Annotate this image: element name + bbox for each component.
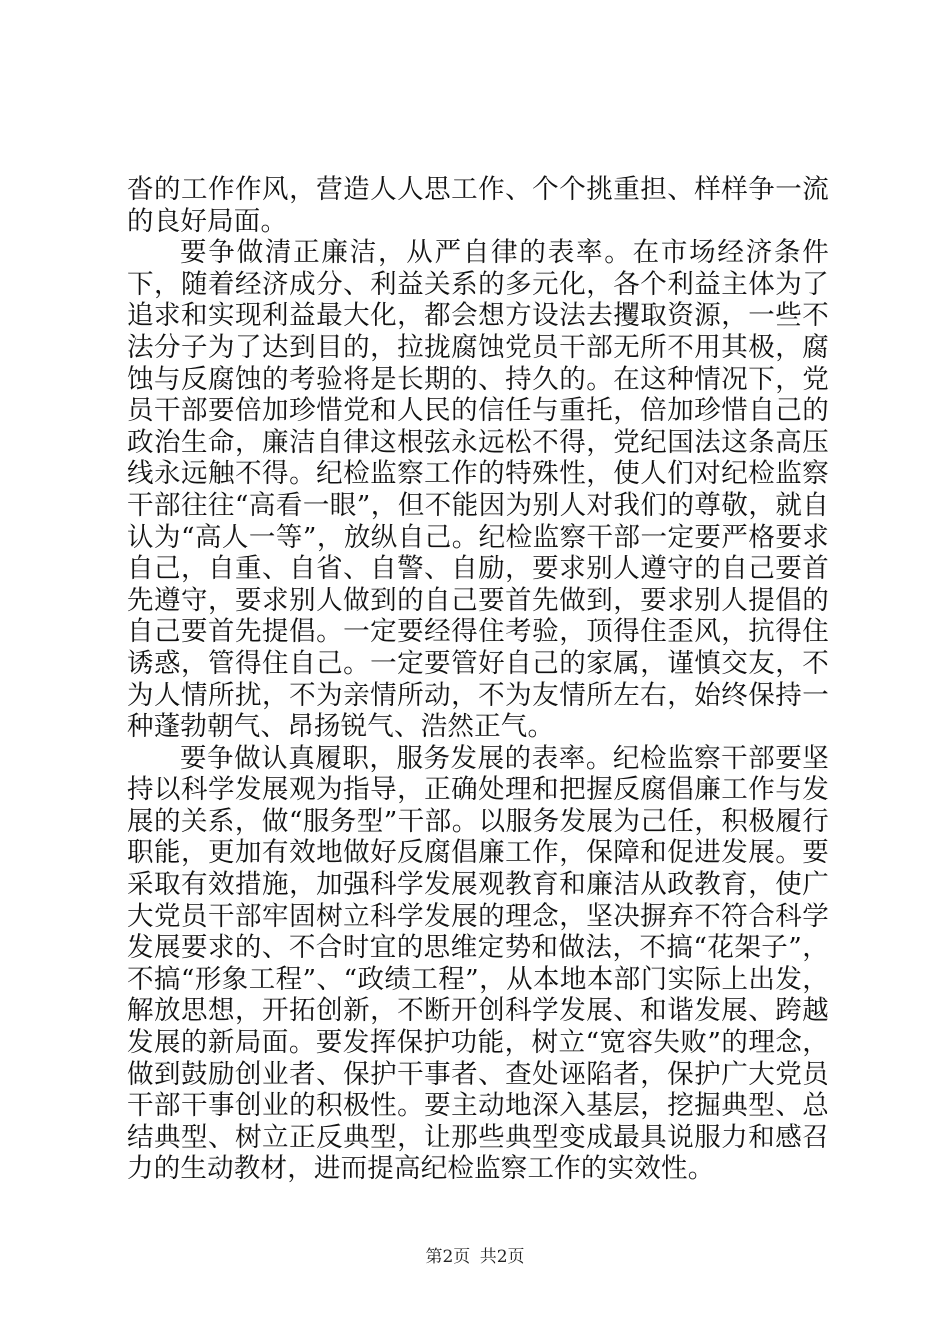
page-number: 第2页 (425, 1247, 471, 1267)
page-footer (0, 1247, 950, 1267)
paragraph-continuation: 沓的工作作风，营造人人思工作、个个挑重担、样样争一流的良好局面。 (127, 174, 829, 237)
document-body (127, 174, 829, 1185)
paragraph-service: 要争做认真履职，服务发展的表率。纪检监察干部要坚持以科学发展观为指导，正确处理和把握反腐倡廉工作与发展的关系，做“服务型”干部。以服务发展为己任，积极履行职能，更加有效地做好反腐倡廉工作，保障和促进发展。要采取有效措施，加强科学发展观教育和廉洁从政教育，使广大党员干部牢固树立科学发展的理念，坚决摒弃不符合科学发展要求的、不合时宜的思维定势和做法，不搞“花架子”，不搞“形象工程”、“政绩工程”，从本地本部门实际上出发，解放思想，开拓创新，不断开创科学发展、和谐发展、跨越发展的新局面。要发挥保护功能，树立“宽容失败”的理念，做到鼓励创业者、保护干事者、查处诬陷者，保护广大党员干部干事创业的积极性。要主动地深入基层，挖掘典型、总结典型、树立正反典型，让那些典型变成最具说服力和感召力的生动教材，进而提高纪检监察工作的实效性。 (127, 742, 829, 1185)
paragraph-integrity: 要争做清正廉洁，从严自律的表率。在市场经济条件下，随着经济成分、利益关系的多元化，各个利益主体为了追求和实现利益最大化，都会想方设法去攫取资源，一些不法分子为了达到目的，拉拢腐蚀党员干部无所不用其极，腐蚀与反腐蚀的考验将是长期的、持久的。在这种情况下，党员干部要倍加珍惜党和人民的信任与重托，倍加珍惜自己的政治生命，廉洁自律这根弦永远松不得，党纪国法这条高压线永远触不得。纪检监察工作的特殊性，使人们对纪检监察干部往往“高看一眼”，但不能因为别人对我们的尊敬，就自认为“高人一等”，放纵自己。纪检监察干部一定要严格要求自己，自重、自省、自警、自励，要求别人遵守的自己要首先遵守，要求别人做到的自己要首先做到，要求别人提倡的自己要首先提倡。一定要经得住考验，顶得住歪风，抗得住诱惑，管得住自己。一定要管好自己的家属，谨慎交友，不为人情所扰，不为亲情所动，不为友情所左右，始终保持一种蓬勃朝气、昂扬锐气、浩然正气。 (127, 237, 829, 743)
page-total: 共2页 (479, 1247, 525, 1267)
